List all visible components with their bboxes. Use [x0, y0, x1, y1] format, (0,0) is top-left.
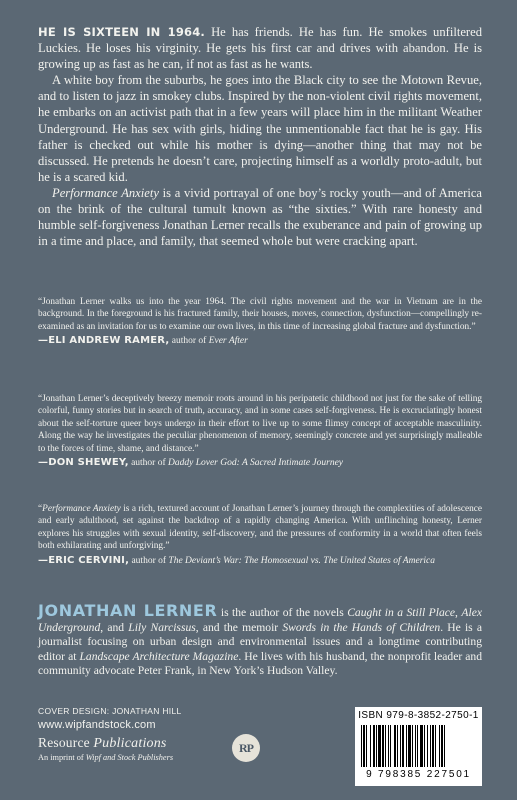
barcode-bar — [390, 725, 391, 767]
publisher-name-a: Resource — [38, 735, 94, 750]
endorsement-attribution — [38, 335, 482, 347]
barcode-bar — [420, 725, 423, 767]
endorsement-text: “Jonathan Lerner’s deceptively breezy memoir roots around in his peripatetic childhood not just for the sake of telling colorful, funny stories but in search of truth, accuracy, and in some cases self-forgiveness. He is excruciatingly honest about the self-torture queer boys undergo in their effort to live up to some flimsy concept of acceptable masculinity. Along the way he investigates the peculiar phenomenon of memory, seemingly concrete and yet surprisingly malleable to the forces of time, shame, and distance.” — [38, 394, 482, 454]
barcode-icon — [361, 725, 476, 767]
barcode-bar — [441, 725, 443, 767]
author-of: author of — [169, 336, 209, 347]
bio-text: is the author of the novels — [217, 606, 348, 619]
barcode-bar — [397, 725, 398, 767]
barcode-bar — [400, 725, 401, 767]
bio-text: . He is a journalist focusing on urban design and environmental issues and a longtime contributing editor at — [38, 620, 482, 663]
barcode-bar — [382, 725, 384, 767]
barcode-bar — [439, 725, 440, 767]
barcode-bar — [402, 725, 404, 767]
credits — [38, 706, 288, 731]
bio-work: Alex Underground — [38, 606, 483, 634]
barcode-bar — [376, 725, 377, 767]
endorser-work: Daddy Lover God: A Sacred Intimate Journey — [168, 458, 344, 469]
bio-text: , — [455, 606, 462, 619]
barcode-bar — [412, 725, 413, 767]
imprint-parent: Wipf and Stock Publishers — [85, 753, 174, 762]
publisher-logo-icon: RP — [232, 734, 260, 762]
endorser-name: —DON SHEWEY, — [38, 457, 129, 469]
blurb-paragraph-1 — [38, 24, 482, 72]
endorsement-body: is a rich, textured account of Jonathan Lerner’s journey through the complexities of adolescence and early adulthood, set against the backdrop of a rapidly changing America. With unflinching honesty, Lerner explores his struggles with sexual identity, self-discovery, and the pressures of conformity in a world that often feels both exhilarating and unforgiving.” — [38, 504, 482, 552]
bio-text: . He lives with his husband, the nonprofit leader and community advocate Peter Frank, in New York’s Hudson Valley. — [38, 649, 482, 678]
endorsement-text — [38, 503, 482, 553]
endorsement-3 — [38, 503, 482, 567]
imprint-text: An imprint of — [38, 753, 86, 762]
barcode-bar — [394, 725, 396, 767]
blurb-paragraph-2: A white boy from the suburbs, he goes into the Black city to see the Motown Revue, and to listen to jazz in smokey clubs. Inspired by the non-violent civil rights movement, he embarks on an activist path that in a few years will place him in the militant Weather Underground. He has sex with girls, hiding the unmentionable fact that he is gay. His father is checked out while his mother is dying—another thing that may not be discussed. He pretends he doesn’t care, projecting himself as a worldly proto-adult, but he is a scared kid. — [38, 73, 482, 184]
endorsement-2 — [38, 393, 482, 469]
barcode-bar — [378, 725, 381, 767]
blurb — [38, 24, 482, 249]
blurb-lead: HE IS SIXTEEN IN 1964. — [38, 25, 206, 39]
barcode-bar — [427, 725, 428, 767]
endorser-name: —ERIC CERVINI, — [38, 554, 130, 566]
barcode-bar — [435, 725, 436, 767]
barcode-bar — [432, 725, 434, 767]
author-of: author of — [128, 458, 169, 469]
blurb-text-1: He has friends. He has fun. He smokes unfiltered Luckies. He loses his virginity. He gets his first car and drives with abandon. He is growing up as fast as he can, if not as fast as he wants. — [38, 25, 483, 72]
endorsement-1 — [38, 296, 482, 348]
barcode-bar — [406, 725, 407, 767]
author-of: author of — [129, 555, 169, 566]
barcode-bar — [417, 725, 418, 767]
barcode — [355, 707, 482, 786]
endorser-work: The Deviant’s War: The Homosexual vs. The United States of America — [168, 555, 435, 566]
bio-work: Swords in the Hands of Children — [282, 620, 441, 634]
barcode-bar — [430, 725, 431, 767]
bio-text: , and — [100, 620, 129, 634]
barcode-bar — [370, 725, 371, 767]
publisher-imprint — [38, 753, 298, 762]
blurb-paragraph-3 — [38, 185, 482, 249]
barcode-bar — [424, 725, 425, 767]
book-title: Performance Anxiety — [42, 504, 121, 514]
cover-design-credit: COVER DESIGN: JONATHAN HILL — [38, 706, 182, 716]
endorser-work: Ever After — [208, 336, 248, 347]
endorser-name: —ELI ANDREW RAMER, — [38, 335, 170, 347]
endorsement-attribution — [38, 457, 482, 469]
barcode-bar — [363, 725, 365, 767]
barcode-bar — [415, 725, 416, 767]
isbn-label: ISBN 979-8-3852-2750-1 — [358, 710, 479, 721]
barcode-bar — [408, 725, 411, 767]
bio-work: Lily Narcissus — [128, 620, 196, 634]
barcode-bar — [444, 725, 445, 767]
bio-work: Caught in a Still Place — [347, 606, 456, 619]
barcode-digits: 9 798385 227501 — [366, 769, 471, 780]
barcode-bar — [366, 725, 367, 767]
endorsement-attribution — [38, 555, 482, 567]
barcode-bar — [388, 725, 389, 767]
endorsement-text: “Jonathan Lerner walks us into the year 1964. The civil rights movement and the war in Vietnam are in the background. In the foreground is his fractured family, their houses, moves, connection, dysfunction—compellingly re-examined as an invitation for us to examine our own lives, in this time of increasing global fracture and dysfunction.” — [38, 297, 482, 332]
open-quote: “ — [38, 504, 43, 514]
blurb-text-3: is a vivid portrayal of one boy’s rocky youth—and of America on the brink of the cultural tumult known as “the sixties.” With rare honesty and humble self-forgiveness Jonathan Lerner recalls the exuberance and pain of growing up in a time and place, and family, that seemed whole but were cracking apart. — [38, 185, 483, 249]
publisher-website: www.wipfandstock.com — [38, 719, 156, 731]
author-bio — [38, 601, 483, 679]
publisher-name-b: Publications — [93, 736, 167, 751]
barcode-bar — [361, 725, 362, 767]
book-title: Performance Anxiety — [52, 185, 159, 200]
barcode-bar — [385, 725, 386, 767]
barcode-bar — [373, 725, 375, 767]
author-name: JONATHAN LERNER — [38, 601, 218, 620]
bio-text: , and the memoir — [195, 620, 283, 634]
bio-work: Landscape Architecture Magazine — [79, 649, 239, 663]
